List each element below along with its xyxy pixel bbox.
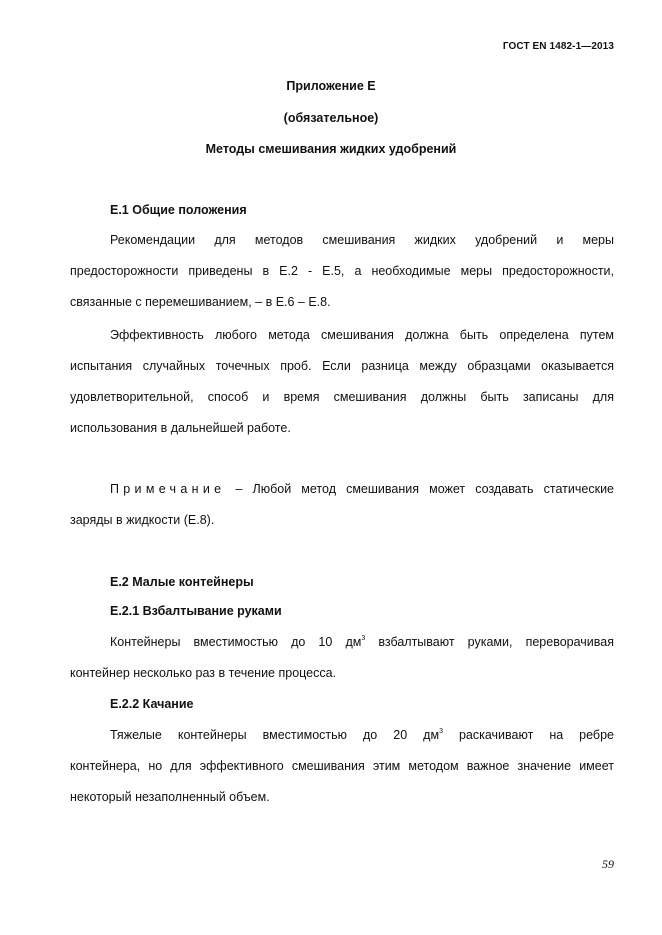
standard-code: ГОСТ EN 1482-1—2013 <box>502 41 614 52</box>
appendix-name: Методы смешивания жидких удобрений <box>205 142 457 156</box>
paragraph-line: Рекомендации для методов смешивания жидких удобрений и меры <box>110 233 614 247</box>
section-e21-paragraph <box>70 627 614 689</box>
section-e1-paragraph-1 <box>70 225 614 318</box>
paragraph-line: испытания случайных точечных проб. Если разница между образцами оказывается <box>70 359 614 373</box>
paragraph-line: некоторый незаполненный объем. <box>70 790 270 804</box>
paragraph-line: использования в дальнейшей работе. <box>70 421 291 435</box>
section-e1-paragraph-2 <box>70 320 614 444</box>
paragraph-line: контейнер несколько раз в течение процесса. <box>70 666 337 680</box>
paragraph-line: связанные с перемешиванием, – в Е.6 – Е.8. <box>70 295 331 309</box>
paragraph-line: Контейнеры вместимостью до 10 $дм^3$ взбалтывают руками, переворачивая <box>110 635 615 649</box>
section-e22-paragraph <box>70 720 614 813</box>
note-text: – Любой метод смешивания может создавать статические <box>225 482 614 496</box>
section-e1-heading: Е.1 Общие положения <box>110 203 247 217</box>
appendix-title: Приложение Е <box>286 79 376 93</box>
appendix-status: (обязательное) <box>283 111 379 125</box>
section-e2-heading: Е.2 Малые контейнеры <box>110 575 254 589</box>
note-line-1 <box>70 474 614 505</box>
paragraph-line: контейнера, но для эффективного смешивания этим методом важное значение имеет <box>70 759 614 773</box>
paragraph-line: удовлетворительной, способ и время смешивания должны быть записаны для <box>70 390 614 404</box>
section-e21-heading: Е.2.1 Взбалтывание руками <box>110 604 282 618</box>
section-e22-heading: Е.2.2 Качание <box>110 697 194 711</box>
paragraph-line: Эффективность любого метода смешивания должна быть определена путем <box>110 328 614 342</box>
paragraph-line: Тяжелые контейнеры вместимостью до 20 $дм^3$ раскачивают на ребре <box>110 728 614 742</box>
note-line-2: заряды в жидкости (Е.8). <box>70 513 215 527</box>
paragraph-line: предосторожности приведены в Е.2 - Е.5, а необходимые меры предосторожности, <box>70 264 614 278</box>
page-number: 59 <box>602 857 614 871</box>
note-label: Примечание <box>110 482 226 496</box>
note-block <box>70 474 614 536</box>
